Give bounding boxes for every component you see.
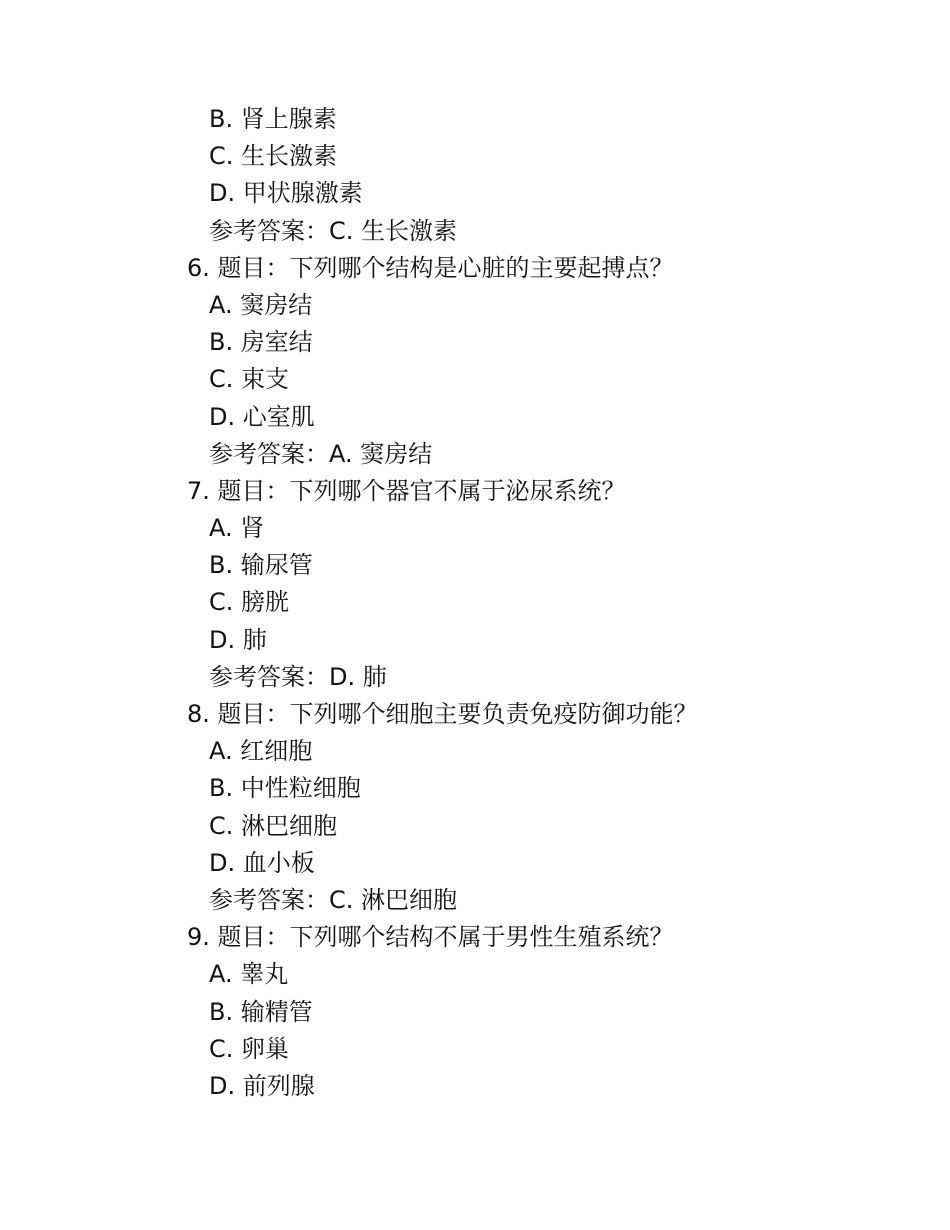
option-line: B. 输精管 [209,997,313,1026]
option-line: D. 心室肌 [209,402,315,431]
option-line: C. 膀胱 [209,588,290,617]
option-line: A. 窦房结 [209,290,313,319]
option-line: A. 睾丸 [209,960,289,989]
question-line: 8. 题目：下列哪个细胞主要负责免疫防御功能？ [187,700,698,728]
question-line: 6. 题目：下列哪个结构是心脏的主要起搏点？ [187,253,674,282]
option-line: D. 肺 [209,625,267,654]
option-line: B. 房室结 [209,328,313,357]
option-line: B. 肾上腺素 [209,105,337,133]
question-line: 7. 题目：下列哪个器官不属于泌尿系统？ [187,476,626,505]
option-line: D. 血小板 [209,848,315,877]
question-line: 9. 题目：下列哪个结构不属于男性生殖系统？ [187,923,674,952]
option-line: D. 前列腺 [209,1071,315,1100]
answer-line: 参考答案：D. 肺 [209,662,387,691]
option-line: A. 红细胞 [209,737,313,766]
option-line: C. 束支 [209,365,290,394]
option-line: C. 卵巢 [209,1034,290,1063]
option-line: A. 肾 [209,514,265,543]
option-line: B. 输尿管 [209,551,313,580]
option-line: D. 甲状腺激素 [209,179,363,208]
answer-line: 参考答案：A. 窦房结 [209,439,433,468]
option-line: C. 淋巴细胞 [209,811,338,840]
option-line: B. 中性粒细胞 [209,774,361,803]
option-line: C. 生长激素 [209,142,338,171]
answer-line: 参考答案：C. 淋巴细胞 [209,885,458,914]
document-page [0,101,950,1105]
answer-line: 参考答案：C. 生长激素 [209,216,458,245]
